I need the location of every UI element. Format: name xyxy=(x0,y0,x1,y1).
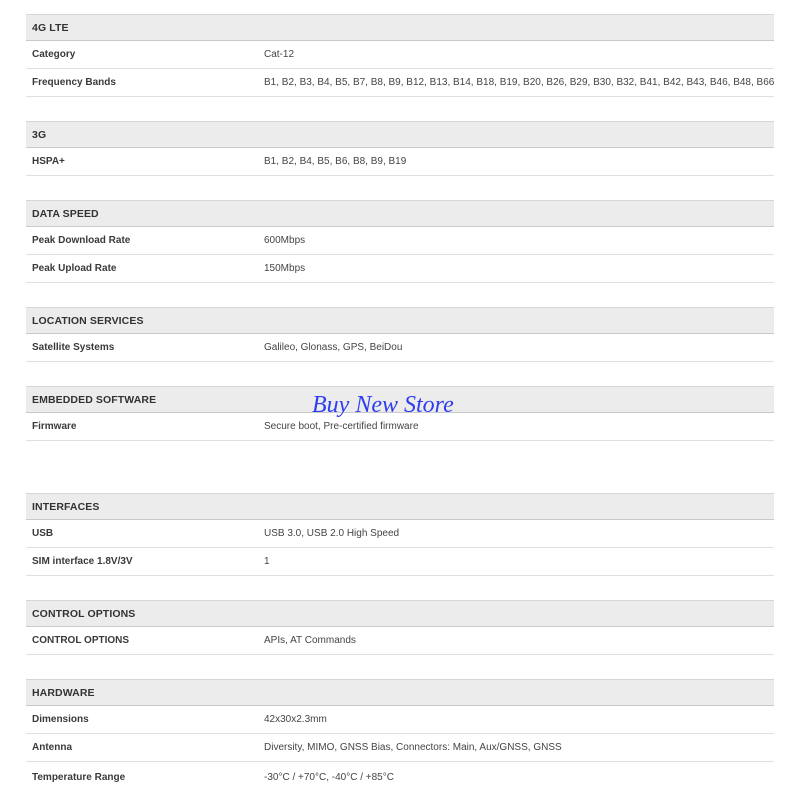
section-header-4g-lte xyxy=(26,14,774,41)
spec-row-sim-interface xyxy=(26,548,774,576)
section-header-control-options xyxy=(26,600,774,627)
spec-label: Peak Upload Rate xyxy=(32,263,117,274)
spec-value: Secure boot, Pre-certified firmware xyxy=(264,421,419,432)
spec-value: APIs, AT Commands xyxy=(264,635,356,646)
spec-value: Cat-12 xyxy=(264,49,295,60)
spec-row-dimensions xyxy=(26,706,774,734)
spec-label: Frequency Bands xyxy=(32,77,116,88)
section-title: 4G LTE xyxy=(32,21,69,34)
section-title: CONTROL OPTIONS xyxy=(32,607,136,620)
spec-value: B1, B2, B4, B5, B6, B8, B9, B19 xyxy=(264,156,407,167)
spec-row-usb xyxy=(26,520,774,548)
section-title: 3G xyxy=(32,128,47,141)
spec-value: 1 xyxy=(264,556,270,567)
spec-row-frequency-bands xyxy=(26,69,774,97)
spec-label: Category xyxy=(32,49,76,60)
spec-row-hspa xyxy=(26,148,774,176)
section-header-3g xyxy=(26,121,774,148)
spec-label: Temperature Range xyxy=(32,771,126,783)
spec-row-peak-download-rate xyxy=(26,227,774,255)
spec-value: 600Mbps xyxy=(264,235,306,246)
section-header-interfaces xyxy=(26,493,774,520)
spec-label: Dimensions xyxy=(32,714,89,725)
spec-value: 150Mbps xyxy=(264,263,306,274)
spec-label: Firmware xyxy=(32,421,77,432)
spec-label: Peak Download Rate xyxy=(32,235,131,246)
spec-label: Satellite Systems xyxy=(32,342,115,353)
spec-row-temperature-range xyxy=(26,763,774,791)
section-title: HARDWARE xyxy=(32,686,95,699)
spec-value: -30°C / +70°C, -40°C / +85°C xyxy=(264,771,394,783)
spec-row-category xyxy=(26,41,774,69)
spec-label: CONTROL OPTIONS xyxy=(32,635,130,646)
section-header-data-speed xyxy=(26,200,774,227)
spec-row-peak-upload-rate xyxy=(26,255,774,283)
spec-row-antenna xyxy=(26,734,774,762)
spec-label: USB xyxy=(32,528,54,539)
section-title: EMBEDDED SOFTWARE xyxy=(32,393,157,406)
spec-value: 42x30x2.3mm xyxy=(264,714,327,725)
section-title: DATA SPEED xyxy=(32,207,99,220)
spec-value: Galileo, Glonass, GPS, BeiDou xyxy=(264,342,403,353)
spec-label: Antenna xyxy=(32,742,72,753)
spec-value: Diversity, MIMO, GNSS Bias, Connectors: Main, Aux/GNSS, GNSS xyxy=(264,742,562,753)
spec-label: HSPA+ xyxy=(32,156,65,167)
section-header-location-services xyxy=(26,307,774,334)
spec-row-satellite-systems xyxy=(26,334,774,362)
section-title: LOCATION SERVICES xyxy=(32,314,144,327)
store-watermark: Buy New Store xyxy=(312,392,454,418)
spec-value: USB 3.0, USB 2.0 High Speed xyxy=(264,528,400,539)
section-header-hardware xyxy=(26,679,774,706)
spec-label: SIM interface 1.8V/3V xyxy=(32,556,133,567)
section-title: INTERFACES xyxy=(32,500,100,513)
spec-value: B1, B2, B3, B4, B5, B7, B8, B9, B12, B13, B14, B18, B19, B20, B26, B29, B30, B32, B41, B42, B43, B46, B48, B66 xyxy=(264,77,774,88)
spec-row-control-options xyxy=(26,627,774,655)
